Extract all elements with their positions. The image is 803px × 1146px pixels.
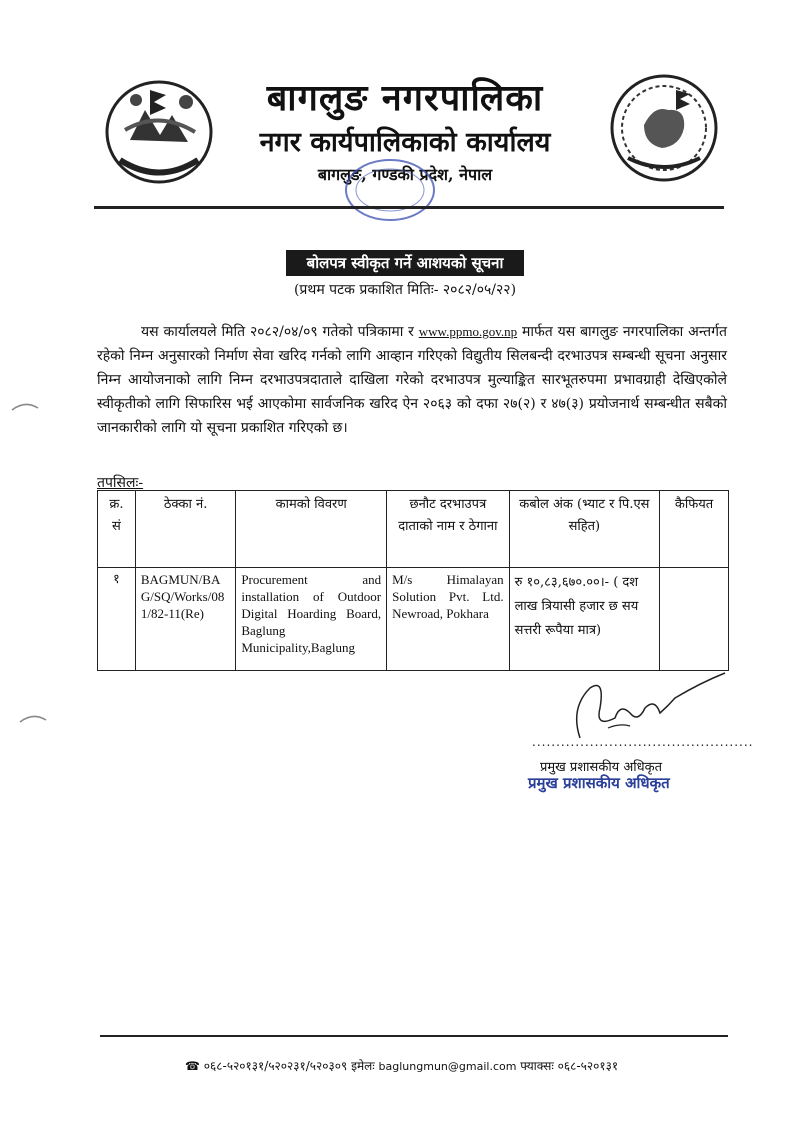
table-header-row [98, 491, 729, 568]
footer-fax: ०६८-५२०१३१ [557, 1059, 619, 1073]
header-divider [94, 206, 724, 209]
footer-email[interactable]: baglungmun@gmail.com [378, 1060, 517, 1073]
cell-description: Procurement and installation of Outdoor Digital Hoarding Board, Baglung Municipality,Baglung [236, 568, 387, 671]
notice-title: बोलपत्र स्वीकृत गर्ने आशयको सूचना [286, 250, 524, 276]
bid-details-table [97, 490, 729, 671]
notice-body [97, 320, 727, 440]
signatory-title: प्रमुख प्रशासकीय अधिकृत [540, 760, 663, 775]
header-serial: क्र. सं [98, 491, 136, 568]
organization-name: बागलुङ नगरपालिका [266, 77, 544, 119]
footer-fax-label: फ्याक्सः [520, 1059, 554, 1073]
footer-phone: ०६८-५२०१३१/५२०२३१/५२०३०९ [203, 1059, 348, 1073]
office-stamp [330, 150, 450, 230]
cell-remarks [660, 568, 729, 671]
table-row [98, 568, 729, 671]
footer-email-label: इमेलः [351, 1059, 375, 1073]
header-description: कामको विवरण [236, 491, 387, 568]
header-amount: कबोल अंक (भ्याट र पि.एस सहित) [509, 491, 660, 568]
ppmo-link[interactable]: www.ppmo.gov.np [418, 324, 518, 339]
footer-divider [100, 1035, 728, 1037]
municipality-logo-icon [606, 70, 722, 186]
details-label: तपसिलः- [97, 475, 144, 491]
office-address: बागलुङ, गण्डकी प्रदेश, नेपाल [317, 165, 493, 184]
office-name: नगर कार्यपालिकाको कार्यालय [259, 127, 551, 158]
notice-body-part1: यस कार्यालयले मिति २०८२/०४/०९ गतेको पत्रिकामा र [141, 324, 419, 340]
publish-date: (प्रथम पटक प्रकाशित मितिः- २०८२/०५/२२) [293, 282, 517, 298]
header-bidder: छनौट दरभाउपत्र दाताको नाम र ठेगाना [387, 491, 510, 568]
scan-mark [10, 400, 40, 412]
notice-body-part2: मार्फत यस बागलुङ नगरपालिका अन्तर्गत रहेको निम्न अनुसारको निर्माण सेवा खरिद गर्नको लागि आव्हान गरिएको विद्युतीय सिलबन्दी दरभाउपत्र सम्बन्धी सूचना अनुसार निम्न आयोजनाको लागि निम्न दरभाउपत्रदाताले दाखिला गरेको दरभाउपत्र मुल्याङ्कित सारभूतरुपमा प्रभावग्राही देखिएकोले स्वीकृतीको लागि सिफारिस भई आएकोमा सार्वजनिक खरिद ऐन २०६३ को दफा २७(२) र ४७(३) प्रयोजनार्थ सम्बन्धीत सबैको जानकारीको लागि यो सूचना प्रकाशित गरिएको छ। [97, 324, 728, 436]
contract-no-text: BAGMUN/BAG/SQ/Works/081/82-11(Re) [140, 572, 225, 621]
cell-contract-no [135, 568, 235, 671]
cell-serial: १ [98, 568, 136, 671]
header-remarks: कैफियत [660, 491, 729, 568]
footer-contact [185, 1057, 665, 1074]
signature-line: .............................................. [532, 735, 754, 749]
phone-icon: ☎ [185, 1059, 200, 1073]
signatory-stamp: प्रमुख प्रशासकीय अधिकृत [528, 774, 670, 792]
cell-bidder: M/s Himalayan Solution Pvt. Ltd. Newroad, Pokhara [387, 568, 510, 671]
header-contract-no: ठेक्का नं. [135, 491, 235, 568]
cell-amount: रु १०,८३,६७०.००।- ( दश लाख त्रियासी हजार छ सय सत्तरी रूपैया मात्र) [509, 568, 660, 671]
scan-mark [18, 712, 48, 724]
